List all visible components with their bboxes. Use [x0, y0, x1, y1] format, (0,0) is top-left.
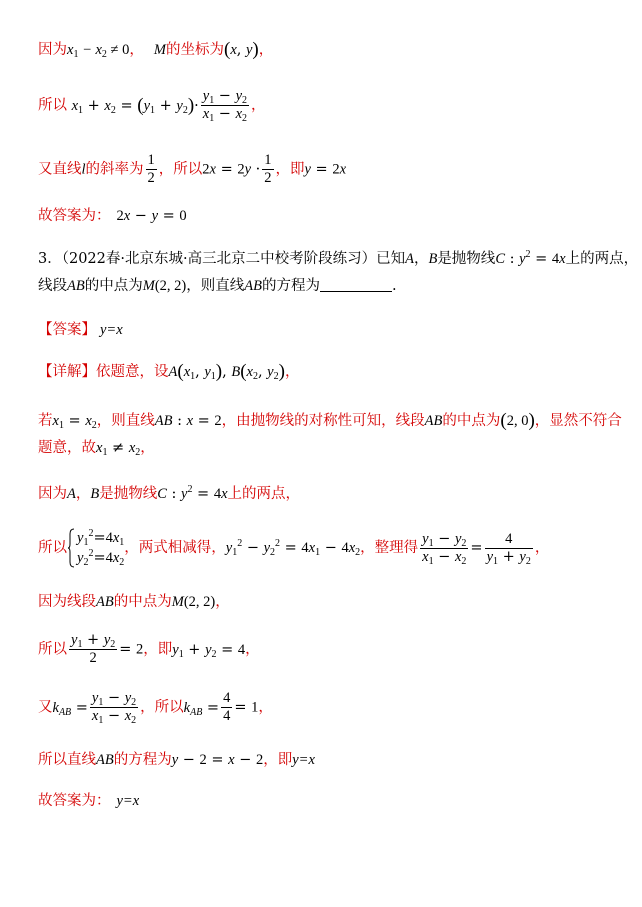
text: ，	[413, 251, 429, 267]
detail-line-4: 因为A，B是抛物线C : $y^2 = 4x$上的两点，	[38, 484, 300, 502]
text: 又	[38, 699, 53, 716]
final-answer-line-2	[38, 791, 139, 811]
text: ，	[258, 42, 274, 58]
solution-line-2: 所以 $x_1 + x_2 = (y_1 + y_2)\cdot$ $\frac{y_1 - y_2}{x_1 - x_2}$ ，	[38, 88, 266, 124]
text: y=x	[292, 752, 315, 768]
text: 上的两点，	[227, 486, 300, 502]
text: ，则直线	[96, 413, 155, 429]
text: 的方程为	[261, 278, 320, 294]
detail-line-7: 所以 $\frac{y_1 + y_2}{2}$ = 2，即$y_1 + y_2 = 4$，	[38, 632, 260, 666]
text: 所以	[38, 97, 67, 114]
brace-icon	[67, 528, 75, 568]
text: 故答案为：	[38, 793, 111, 809]
text: 题意，故	[38, 440, 96, 456]
detail-line-8: 又$k_{AB}$ = $\frac{y_1 - y_2}{x_1 - x_2}$ ，所以$k_{AB}$ = $\frac{4}{4}$ = 1，	[38, 690, 273, 726]
detail-line-1: 【详解】依题意，设$A(x_1$, $y_1$), $B(x_2$, $y_2$)，	[38, 361, 300, 382]
text: 3．（2022春·北京东城·高三北京二中校考阶段练习）已知	[38, 251, 406, 267]
text: 的中点为	[84, 278, 143, 294]
answer-blank	[320, 277, 392, 292]
text: 的中点为	[442, 413, 501, 429]
text: 的方程为	[113, 752, 172, 768]
text: ，	[245, 641, 260, 658]
text: ，则直线	[186, 278, 245, 294]
detail-line-9: 所以直线AB的方程为y − 2 = x − 2，即y=x	[38, 752, 315, 768]
question-3-line-1: 3．（2022春·北京东城·高三北京二中校考阶段练习）已知A，B是抛物线C : $y^2 = 4x$上的两点，	[38, 249, 639, 267]
text: ，即	[143, 641, 173, 658]
text: 是抛物线	[437, 251, 496, 267]
text: 所以	[38, 641, 67, 658]
text: 所以	[38, 540, 67, 556]
text: 线段	[38, 278, 67, 294]
text: 又直线	[38, 161, 82, 178]
text: ，由抛物线的对称性可知，线段	[221, 413, 425, 429]
text: ，两式相减得，	[124, 540, 226, 556]
text: ，	[284, 364, 300, 380]
text: ，即	[263, 752, 293, 768]
text: 因为	[38, 42, 67, 58]
text: ，显然不符合	[534, 413, 622, 429]
text: .	[391, 278, 397, 294]
solution-line-3: 又直线l的斜率为 $\frac{1}{2}$ ，所以2x = 2y · $\frac{1}{2}$ ，即y = 2x	[38, 152, 346, 186]
detail-label: 【详解】	[38, 364, 96, 380]
text: 的中点为	[113, 594, 172, 610]
solution-line-1: 因为$x_1 - x_2 \ne 0$， M的坐标为(x, y)，	[38, 39, 274, 60]
detail-line-6: 因为线段AB的中点为M(2, 2)，	[38, 594, 230, 610]
text: 因为线段	[38, 594, 96, 610]
answer-label: 【答案】	[38, 322, 96, 338]
text: ，	[251, 97, 266, 114]
text: 所以直线	[38, 752, 96, 768]
text: ，	[215, 594, 230, 610]
detail-line-5: 所以 $y_1^2=4x_1$ $y_2^2=4x_2$ ，两式相减得，$y_1^2 - y_2^2 = 4x_1 - 4x_2$，整理得 $\frac{y_1 - y_2}{x_1 - x_2}$ = $\frac{4}{y_1 + y_2}$ ，	[38, 528, 550, 568]
text: 若	[38, 413, 53, 429]
text: ，即	[275, 161, 305, 178]
text: ，所以	[158, 161, 203, 178]
answer-line	[38, 320, 123, 340]
text: ，	[534, 540, 550, 556]
detail-line-3: 题意，故$x_1 \ne x_2$，	[38, 440, 155, 458]
text: 故答案为：	[38, 208, 111, 224]
text: 的坐标为	[165, 42, 224, 58]
final-answer-line-1: 故答案为： 2x − y = 0	[38, 208, 187, 224]
text: ，	[75, 486, 91, 502]
text: ，整理得	[360, 540, 419, 556]
text: ，所以	[140, 699, 184, 716]
equation-system: $y_1^2=4x_1$ $y_2^2=4x_2$	[67, 528, 124, 568]
detail-line-2: 若$x_1 = x_2$，则直线AB : x = 2，由抛物线的对称性可知，线段AB的中点为(2, 0)，显然不符合	[38, 410, 622, 431]
text: y=x	[116, 793, 140, 809]
text: ，	[140, 440, 155, 456]
text: ，	[258, 699, 273, 716]
question-3-line-2: 线段AB的中点为M(2, 2)，则直线AB的方程为 .	[38, 278, 397, 294]
text: 是抛物线	[99, 486, 158, 502]
text: 上的两点，	[565, 251, 639, 267]
answer-value: y=x	[100, 322, 123, 338]
text: 依题意，设	[96, 364, 169, 380]
text: 因为	[38, 486, 67, 502]
text: 的斜率为	[85, 161, 144, 178]
text: ，	[129, 42, 144, 58]
